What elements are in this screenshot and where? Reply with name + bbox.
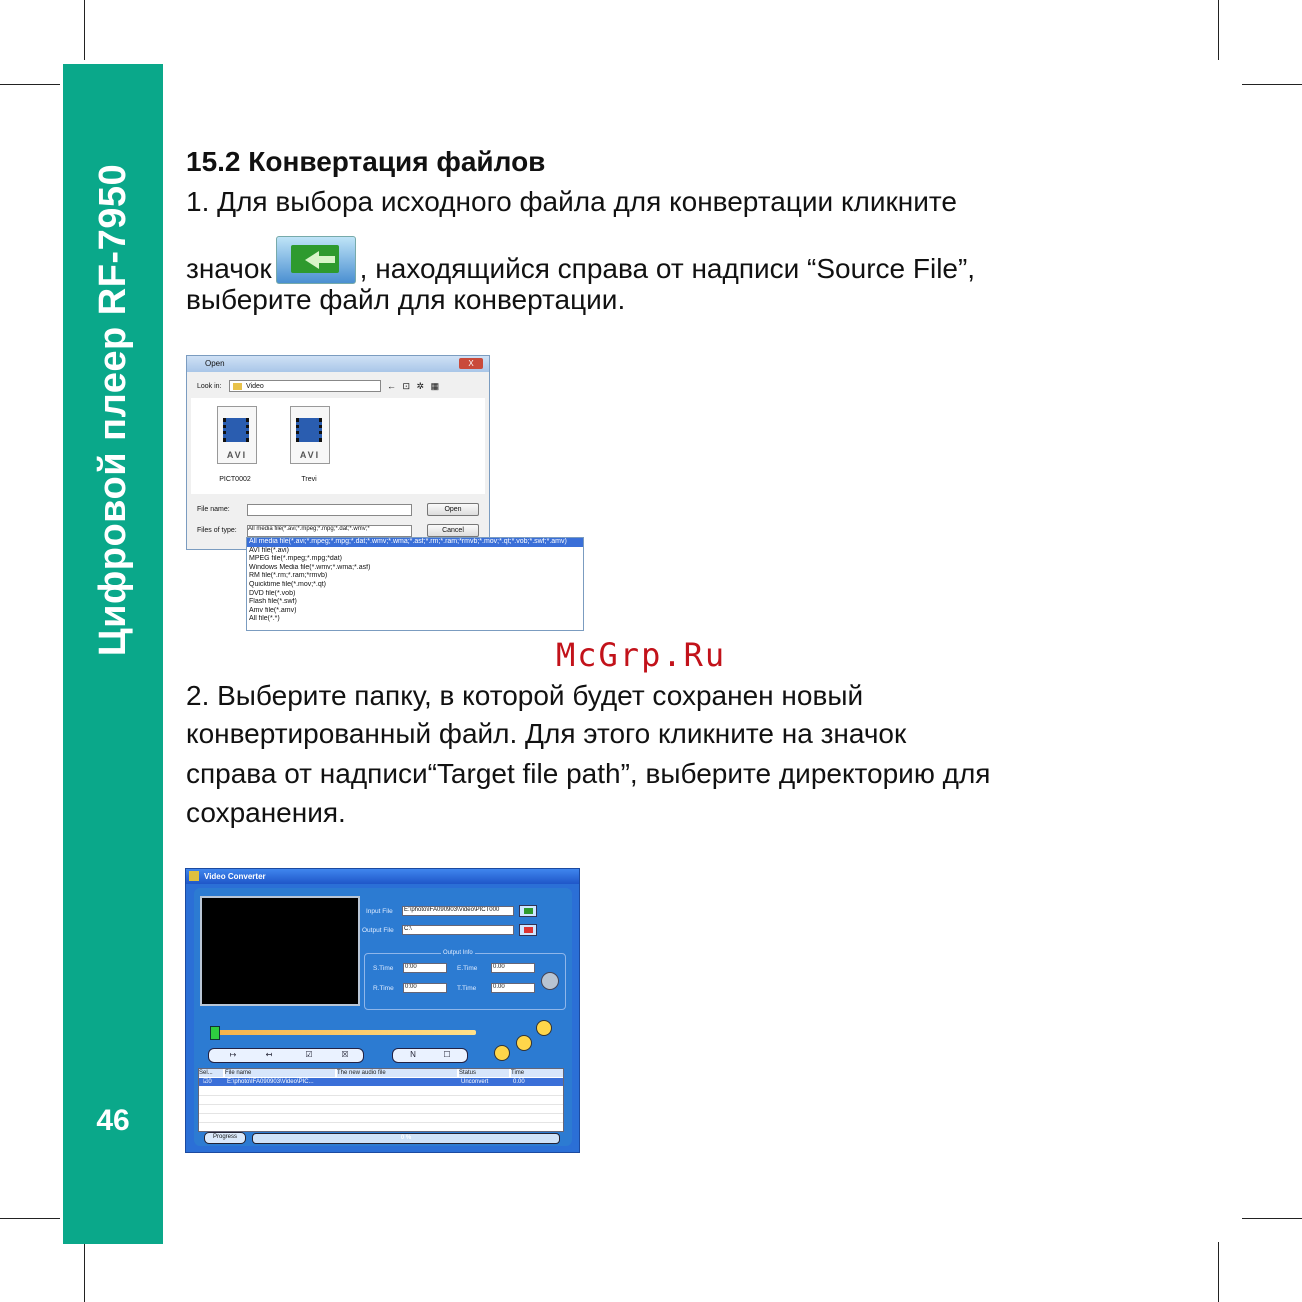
film-icon [223, 418, 249, 442]
t-time-label: T.Time [457, 985, 477, 992]
s-time-field[interactable]: 0:00 [403, 963, 447, 973]
table-header[interactable]: Sel... [199, 1069, 223, 1077]
input-file-field[interactable]: E:\photo\IFA090903\Video\PICT000 [402, 906, 514, 916]
crop-mark [0, 84, 60, 85]
video-converter-window [185, 868, 580, 1153]
page-number: 46 [96, 1104, 130, 1137]
step2-line1: 2. Выберите папку, в которой будет сохранен новый [186, 680, 864, 711]
file-name: Trevi [301, 476, 317, 483]
file-icon[interactable] [213, 406, 259, 470]
position-slider-handle[interactable] [210, 1026, 220, 1040]
film-icon [296, 418, 322, 442]
type-dropdown-list [246, 537, 584, 631]
convert-controls [392, 1048, 468, 1063]
row-time: 0.00 [513, 1079, 525, 1085]
table-header[interactable]: File name [225, 1069, 335, 1077]
r-time-field[interactable]: 0:00 [403, 983, 447, 993]
step2-line3: справа от надписи“Target file path”, выберите директорию для [186, 758, 991, 789]
row-status: Unconvert [461, 1079, 489, 1085]
delete-button[interactable]: ☐ [443, 1050, 451, 1059]
row-divider [199, 1095, 563, 1096]
section-heading: 15.2 Конвертация файлов [186, 146, 546, 177]
r-time-label: R.Time [373, 985, 394, 992]
crop-mark [1242, 84, 1302, 85]
crop-mark [1218, 1242, 1219, 1302]
type-option[interactable]: AVI file(*.avi) [249, 546, 289, 554]
vc-title: Video Converter [204, 872, 266, 881]
set-end-button[interactable]: ↤ [265, 1050, 273, 1059]
output-info-label: Output Info [443, 950, 473, 956]
position-track[interactable] [214, 1030, 476, 1035]
crop-mark [84, 0, 85, 60]
dialog-titlebar [187, 356, 489, 372]
type-option[interactable]: Amv file(*.amv) [249, 606, 297, 614]
crop-mark [1242, 1218, 1302, 1219]
row-divider [199, 1113, 563, 1114]
step1-line3: выберите файл для конвертации. [186, 284, 626, 315]
file-badge: AVI [299, 450, 321, 460]
close-button[interactable]: X [459, 358, 483, 369]
table-row[interactable] [199, 1078, 563, 1086]
file-name-input[interactable] [247, 504, 412, 516]
type-option[interactable]: MPEG file(*.mpeg;*.mpg;*dat) [249, 555, 342, 563]
stop-button[interactable] [516, 1035, 532, 1051]
check-all-button[interactable]: ☑ [305, 1050, 313, 1059]
step1-line1: 1. Для выбора исходного файла для конвертации кликните [186, 186, 957, 217]
open-dialog [186, 355, 490, 550]
type-option[interactable]: DVD file(*.vob) [249, 589, 296, 597]
file-badge: AVI [226, 450, 248, 460]
browse-output-icon[interactable] [519, 924, 537, 936]
browse-input-icon[interactable] [519, 905, 537, 917]
cancel-button[interactable]: Cancel [427, 524, 479, 537]
type-option[interactable]: Quicktime file(*.mov;*.qt) [249, 580, 327, 588]
file-table [198, 1068, 564, 1132]
app-logo-icon [189, 871, 199, 881]
look-in-value: Video [246, 383, 264, 390]
toolbar-icons[interactable]: ← ⊡ ✲ ▦ [387, 381, 442, 391]
t-time-field[interactable]: 0.00 [491, 983, 535, 993]
file-name-label: File name: [197, 506, 230, 513]
crop-mark [0, 1218, 60, 1219]
type-option[interactable]: RM file(*.rm;*.ram;*rmvb) [249, 572, 328, 580]
play-button[interactable] [536, 1020, 552, 1036]
input-file-label: Input File [366, 908, 393, 915]
look-in-select[interactable] [229, 380, 381, 392]
file-name: PICT0002 [219, 476, 251, 483]
progress-value: 0 % [400, 1135, 412, 1141]
vc-titlebar [186, 869, 579, 884]
row-file: E:\photo\IFA090903\Video\PIC... [227, 1079, 314, 1085]
type-option[interactable]: Flash file(*.swf) [249, 598, 297, 606]
dialog-title: Open [205, 359, 225, 368]
progress-button[interactable]: Progress [204, 1132, 246, 1144]
s-time-label: S.Time [373, 965, 394, 972]
row-divider [199, 1122, 563, 1123]
row-divider [199, 1104, 563, 1105]
pause-button[interactable] [494, 1045, 510, 1061]
uncheck-all-button[interactable]: ☒ [341, 1050, 349, 1059]
sidebar-title: Цифровой плеер RF-7950 [92, 163, 134, 657]
step2-line4: сохранения. [186, 797, 346, 828]
table-header[interactable]: Time [511, 1069, 563, 1077]
type-option[interactable]: Windows Media file(*.wmv;*.wma;*.asf) [249, 563, 371, 571]
files-of-type-select[interactable]: All media file(*.avi;*.mpeg;*.mpg;*.dat;*.wmv;* [247, 525, 412, 537]
row-select[interactable]: ☑0 [203, 1079, 212, 1085]
step1-line2 [186, 236, 975, 285]
crop-mark [1218, 0, 1219, 60]
watermark: McGrp.Ru [556, 636, 727, 674]
output-info-group [364, 950, 566, 1010]
crop-mark [84, 1242, 85, 1302]
edit-controls [208, 1048, 364, 1063]
vc-body [194, 888, 572, 1146]
open-button[interactable]: Open [427, 503, 479, 516]
progress-bar [252, 1133, 560, 1144]
set-start-button[interactable]: ↦ [229, 1050, 237, 1059]
output-file-field[interactable]: C:\ [402, 925, 514, 935]
step1-line2-before: значок [186, 253, 272, 284]
file-icon[interactable] [286, 406, 332, 470]
table-header[interactable]: Status [459, 1069, 509, 1077]
folder-icon [233, 383, 242, 390]
look-in-label: Look in: [197, 383, 222, 390]
step2-line2: конвертированный файл. Для этого кликните на значок [186, 718, 907, 749]
source-file-icon [276, 236, 356, 284]
type-option[interactable]: All file(*.*) [249, 615, 280, 623]
convert-button[interactable]: N [410, 1050, 416, 1059]
files-of-type-label: Files of type: [197, 527, 237, 534]
video-preview [200, 896, 360, 1006]
step1-line2-after: , находящийся справа от надписи “Source File”, [359, 253, 976, 284]
settings-gear-icon[interactable] [541, 972, 559, 990]
output-file-label: Output File [362, 927, 394, 934]
type-option[interactable]: All media file(*.avi;*.mpeg;*.mpg;*.dat;*.wmv;*.wma;*.asf;*.rm;*.ram;*rmvb;*.mov;*.qt;*.vob;*.swf;*.amv) [247, 538, 583, 547]
e-time-label: E.Time [457, 965, 478, 972]
file-list [191, 398, 485, 494]
table-header[interactable]: The new audio file [337, 1069, 457, 1077]
e-time-field[interactable]: 0.00 [491, 963, 535, 973]
